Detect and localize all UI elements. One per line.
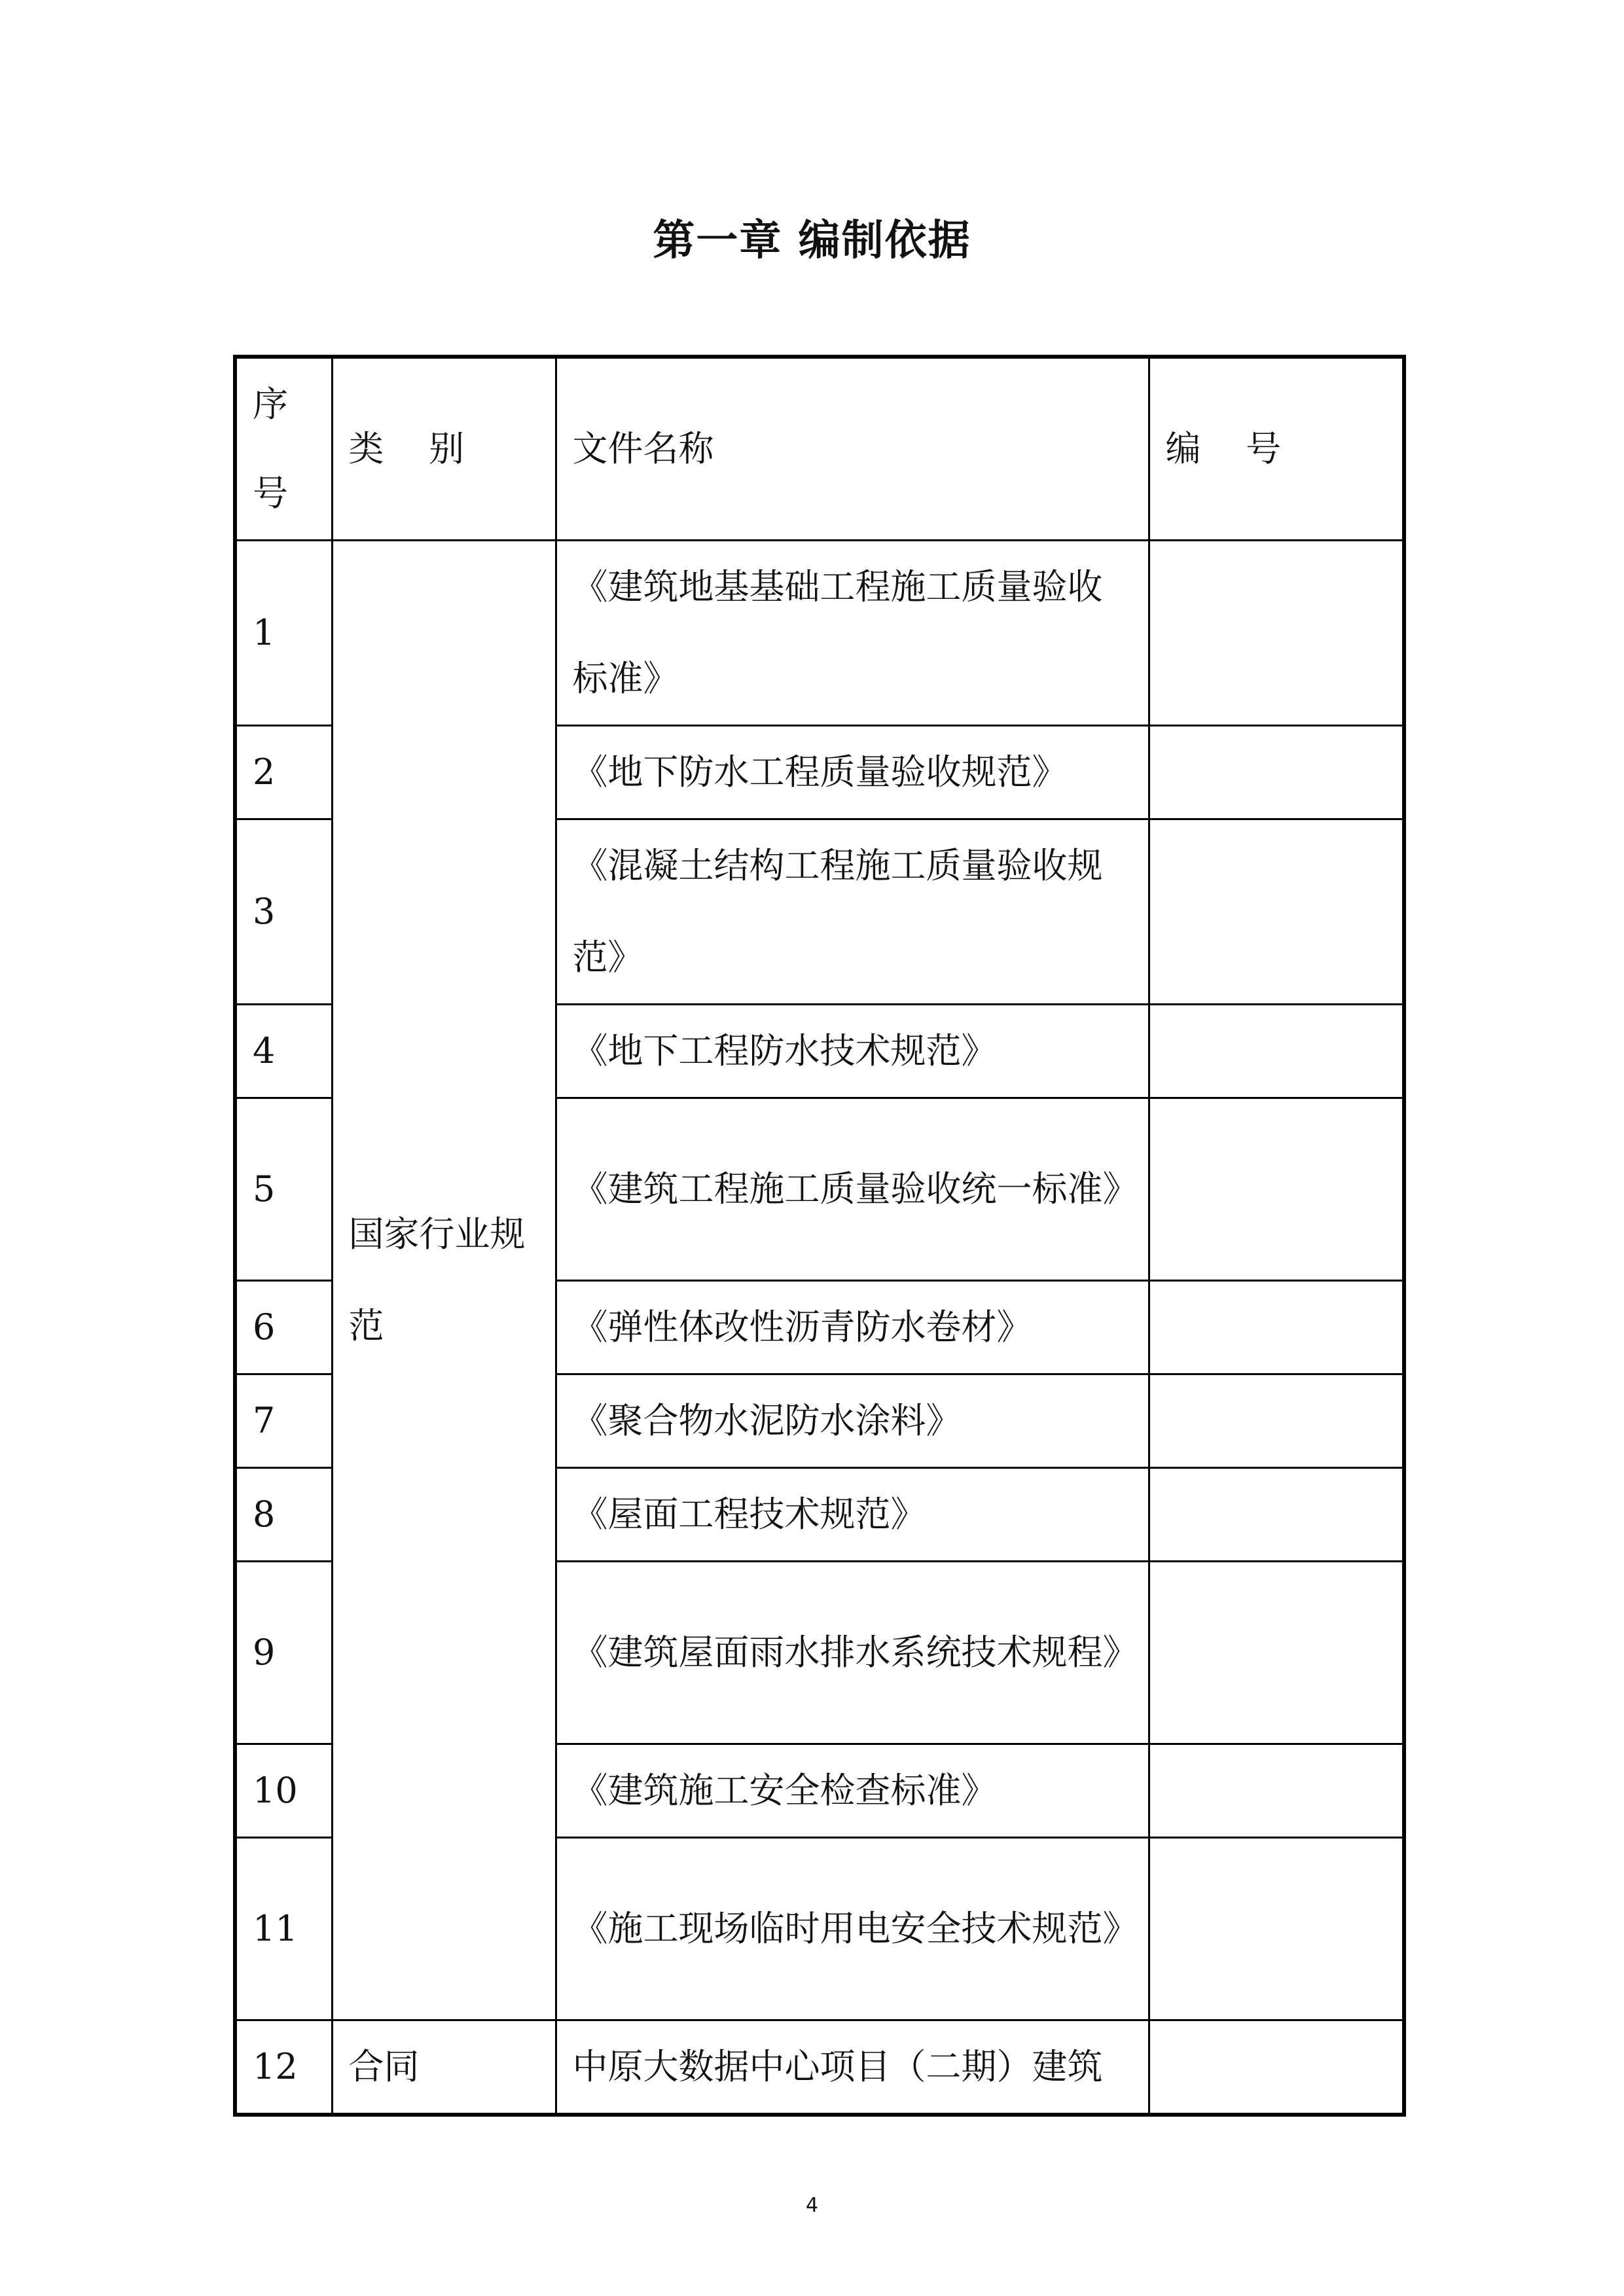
cell-seq: 3 <box>235 819 332 1005</box>
table-header-row <box>235 357 1404 541</box>
cell-name: 《建筑工程施工质量验收统一标准》 <box>556 1098 1149 1281</box>
table-row <box>235 2020 1404 2115</box>
cell-code <box>1149 1374 1404 1468</box>
page-number: 4 <box>805 2194 819 2217</box>
header-seq: 序号 <box>235 357 332 541</box>
cell-code <box>1149 819 1404 1005</box>
cell-name: 中原大数据中心项目（二期）建筑 <box>556 2020 1149 2115</box>
cell-name: 《地下工程防水技术规范》 <box>556 1005 1149 1098</box>
cell-name: 《地下防水工程质量验收规范》 <box>556 726 1149 819</box>
cell-code <box>1149 1468 1404 1562</box>
cell-name: 《屋面工程技术规范》 <box>556 1468 1149 1562</box>
cell-code <box>1149 2020 1404 2115</box>
cell-code <box>1149 1744 1404 1838</box>
header-code: 编 号 <box>1149 357 1404 541</box>
cell-seq: 1 <box>235 541 332 726</box>
cell-code <box>1149 1098 1404 1281</box>
cell-name: 《建筑施工安全检查标准》 <box>556 1744 1149 1838</box>
cell-name: 《聚合物水泥防水涂料》 <box>556 1374 1149 1468</box>
cell-code <box>1149 1562 1404 1744</box>
cell-seq: 5 <box>235 1098 332 1281</box>
basis-table <box>233 355 1406 2117</box>
cell-category-national: 国家行业规范 <box>332 541 556 2020</box>
cell-category: 合同 <box>332 2020 556 2115</box>
cell-seq: 11 <box>235 1838 332 2020</box>
cell-name: 《建筑屋面雨水排水系统技术规程》 <box>556 1562 1149 1744</box>
header-category: 类 别 <box>332 357 556 541</box>
table-row <box>235 541 1404 726</box>
cell-name: 《建筑地基基础工程施工质量验收标准》 <box>556 541 1149 726</box>
cell-code <box>1149 541 1404 726</box>
cell-seq: 8 <box>235 1468 332 1562</box>
cell-name: 《施工现场临时用电安全技术规范》 <box>556 1838 1149 2020</box>
cell-seq: 2 <box>235 726 332 819</box>
cell-code <box>1149 726 1404 819</box>
cell-seq: 9 <box>235 1562 332 1744</box>
cell-seq: 12 <box>235 2020 332 2115</box>
header-name: 文件名称 <box>556 357 1149 541</box>
page-title: 第一章 编制依据 <box>653 217 971 265</box>
cell-code <box>1149 1281 1404 1374</box>
cell-seq: 4 <box>235 1005 332 1098</box>
cell-seq: 10 <box>235 1744 332 1838</box>
cell-code <box>1149 1005 1404 1098</box>
cell-name: 《混凝土结构工程施工质量验收规范》 <box>556 819 1149 1005</box>
cell-code <box>1149 1838 1404 2020</box>
cell-seq: 6 <box>235 1281 332 1374</box>
cell-name: 《弹性体改性沥青防水卷材》 <box>556 1281 1149 1374</box>
cell-seq: 7 <box>235 1374 332 1468</box>
